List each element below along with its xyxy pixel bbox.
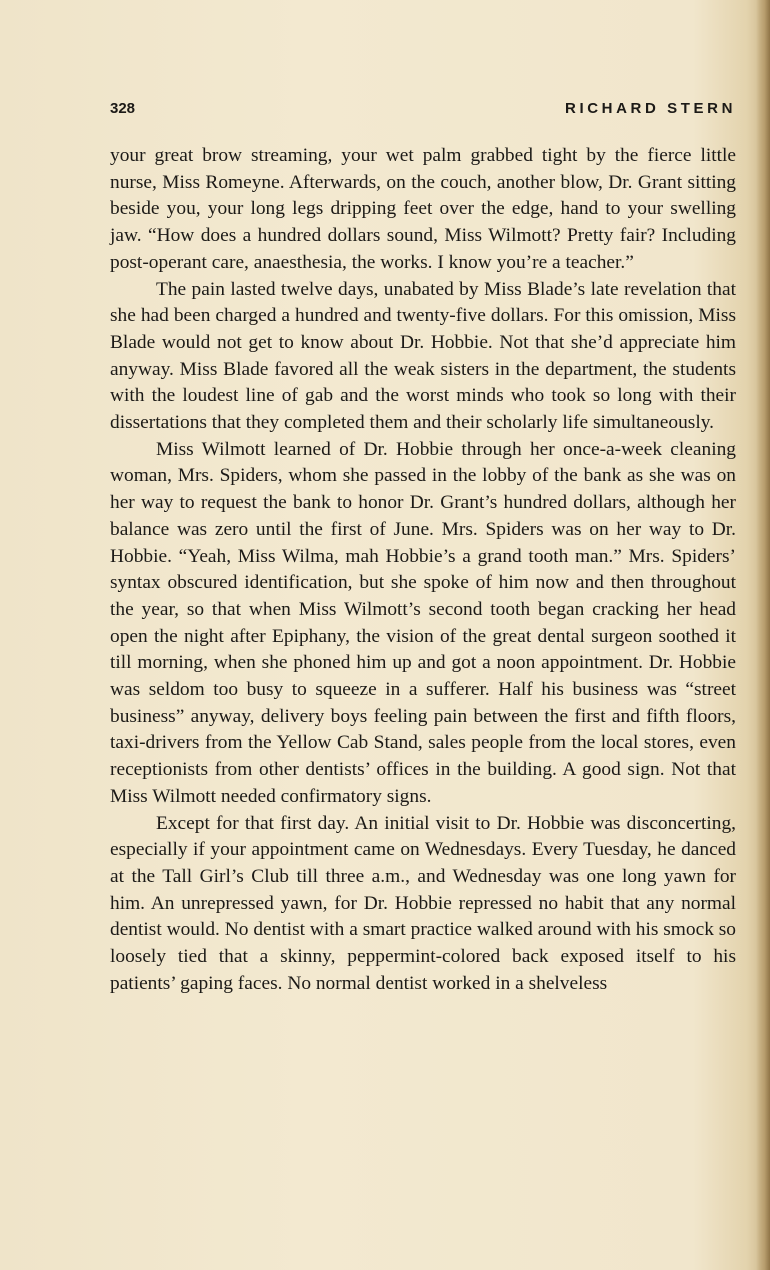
paragraph: Miss Wilmott learned of Dr. Hobbie through her once-a-week cleaning woman, Mrs. Spiders, whom she passed in the lobby of the bank as she was on her way to request the bank to honor Dr. Grant’s hundred dollars, although her balance was zero until the first of June. Mrs. Spiders was on her way to Dr. Hobbie. “Yeah, Miss Wilma, mah Hobbie’s a grand tooth man.” Mrs. Spiders’ syntax obscured identification, but she spoke of him now and then throughout the year, so that when Miss Wilmott’s second tooth began cracking her head open the night after Epiphany, the vision of the great dental surgeon soothed it till morning, when she phoned him up and got a noon appointment. Dr. Hobbie was seldom too busy to squeeze in a sufferer. Half his business was “street business” anyway, delivery boys feeling pain between the first and fifth floors, taxi-drivers from the Yellow Cab Stand, sales people from the local stores, even receptionists from other dentists’ offices in the building. A good sign. Not that Miss Wilmott needed confirmatory signs. <box>110 438 736 807</box>
paragraph-continued: your great brow streaming, your wet palm grabbed tight by the fierce little nurse, Miss Romeyne. Afterwards, on the couch, another blow, Dr. Grant sitting beside you, your long legs dripping feet over the edge, hand to your swelling jaw. “How does a hundred dollars sound, Miss Wilmott? Pretty fair? Including post-operant care, anaesthesia, the works. I know you’re a teacher.” <box>110 145 736 273</box>
running-head-author: RICHARD STERN <box>565 100 736 117</box>
page-number: 328 <box>110 100 136 117</box>
page-gutter-shadow <box>756 0 770 1270</box>
paragraph: The pain lasted twelve days, unabated by Miss Blade’s late revelation that she had been charged a hundred and twenty-five dollars. For this omission, Miss Blade would not get to know about Dr. Hobbie. Not that she’d appreciate him anyway. Miss Blade favored all the weak sisters in the department, the students with the loudest line of gab and the worst minds who took so long with their dissertations that they completed them and their scholarly life simultaneously. <box>110 278 736 434</box>
paragraph: Except for that first day. An initial visit to Dr. Hobbie was disconcerting, especially if your appointment came on Wednesdays. Every Tuesday, he danced at the Tall Girl’s Club till three a.m., and Wednesday was one long yawn for him. An unrepressed yawn, for Dr. Hobbie repressed no habit that any normal dentist would. No dentist with a smart practice walked around with his smock so loosely tied that a skinny, peppermint-colored back exposed itself to his patients’ gaping faces. No normal dentist worked in a shelveless <box>110 812 736 994</box>
body-text <box>110 143 736 998</box>
page-header <box>110 100 736 126</box>
